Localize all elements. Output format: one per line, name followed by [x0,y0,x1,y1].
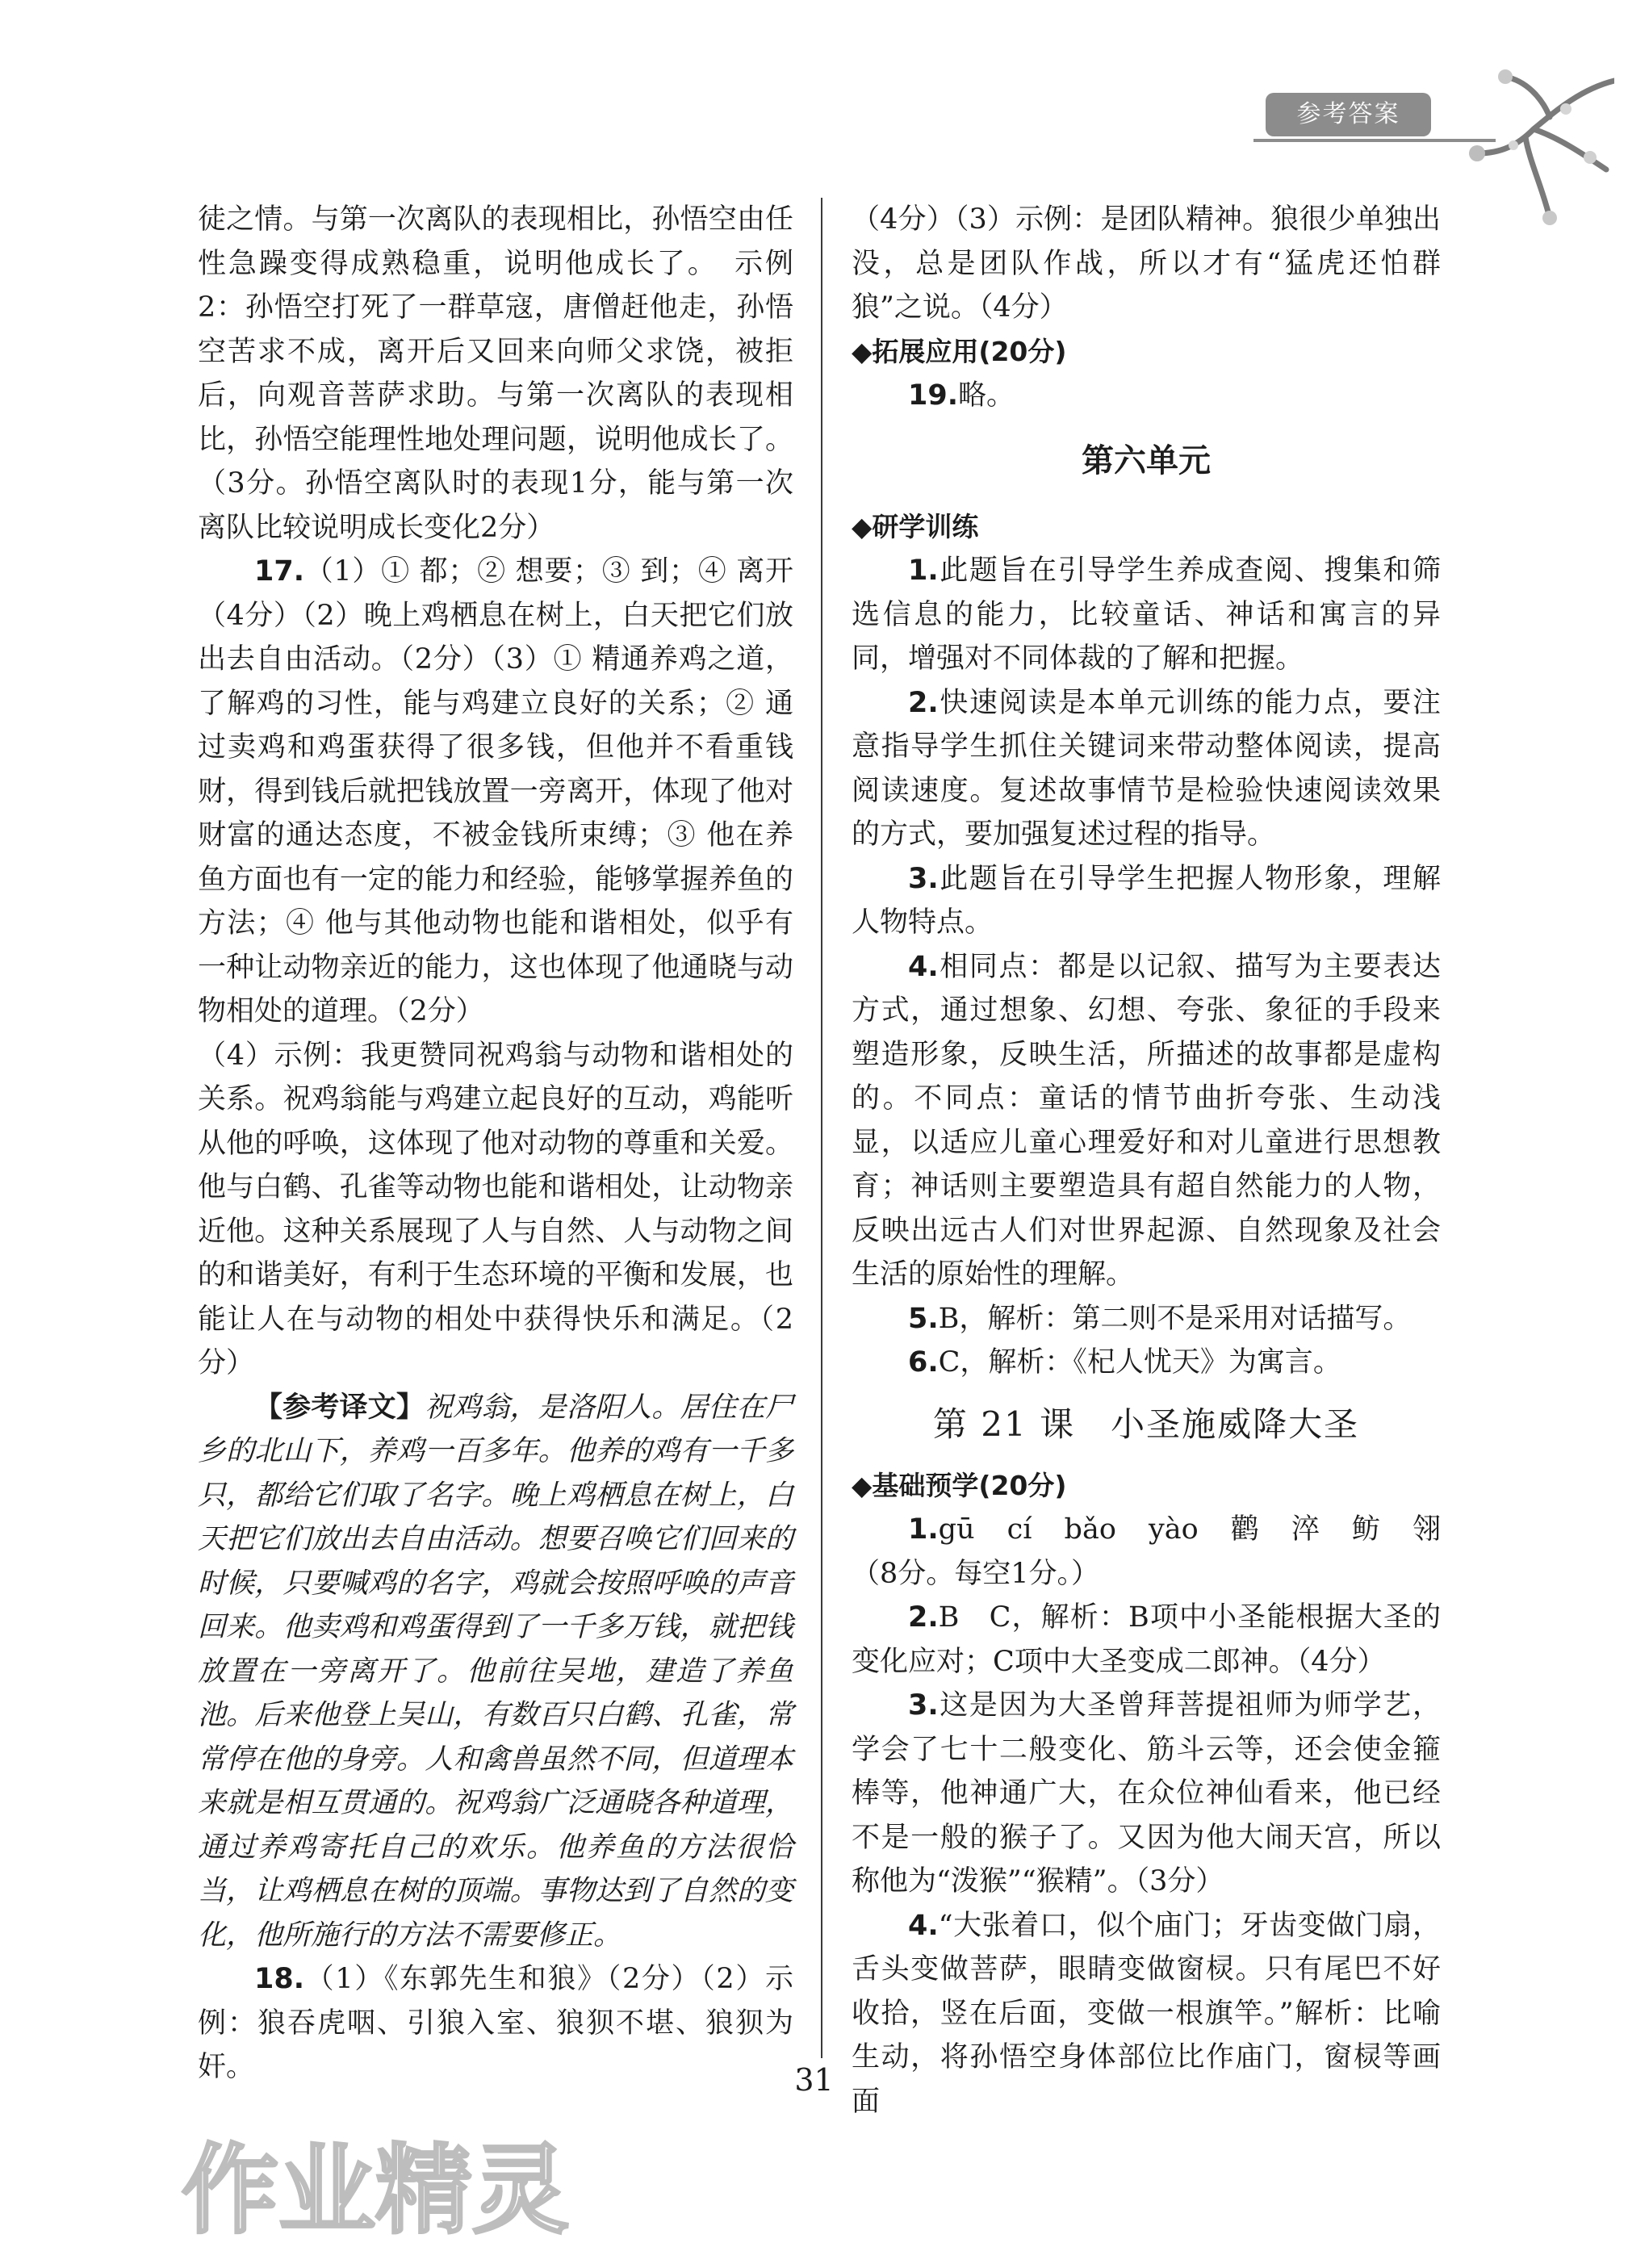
item-number: 3. [908,862,939,895]
research-item [852,857,1441,945]
item-text: 快速阅读是本单元训练的能力点，要注意指导学生抓住关键词来带动整体阅读，提高阅读速度。复述故事情节是检验快速阅读效果的方式，要加强复述过程的指导。 [852,686,1441,851]
item-text: B C，解析：B项中小圣能根据大圣的变化应对；C项中大圣变成二郎神。（4分） [852,1601,1441,1678]
reference-translation [198,1386,793,1958]
research-item [852,945,1441,1297]
answer-paragraph: （4分）（3）示例：是团队精神。狼很少单独出没，总是团队作战，所以才有“猛虎还怕群狼”之说。（4分） [852,203,1441,324]
answer-paragraph: （4）示例：我更赞同祝鸡翁与动物和谐相处的关系。祝鸡翁能与鸡建立起良好的互动，鸡能听从他的呼唤，这体现了他对动物的尊重和关爱。他与白鹤、孔雀等动物也能和谐相处，让动物亲近他。这种关系展现了人与自然、人与动物之间的和谐美好，有利于生态环境的平衡和发展，也能让人在与动物的相处中获得快乐和满足。（2分） [198,1039,793,1379]
item-number: 3. [908,1689,939,1722]
research-item [852,681,1441,857]
question-number: 17. [254,555,305,588]
research-item [852,1341,1441,1385]
item-text: B，解析：第二则不是采用对话描写。 [938,1302,1412,1335]
unit-title: 第六单元 [1082,441,1211,479]
item-number: 1. [908,554,939,587]
item-text: “大张着口，似个庙门；牙齿变做门扇，舌头变做菩萨，眼睛变做窗棂。只有尾巴不好收拾，竖在后面，变做一根旗竿。”解析：比喻生动，将孙悟空身体部位比作庙门，窗棂等画面 [852,1909,1441,2118]
item-number: 4. [908,950,939,983]
item-number: 1. [908,1513,939,1546]
page-number: 31 [794,2062,834,2098]
answer-text: （1）① 都；② 想要；③ 到；④ 离开（4分）（2）晚上鸡栖息在树上，白天把它们放出去自由活动。（2分）（3）① 精通养鸡之道，了解鸡的习性，能与鸡建立良好的关系；② 通过卖鸡和鸡蛋获得了很多钱，但他并不看重钱财，得到钱后就把钱放置一旁离开，体现了他对财富的通达态度，不被金钱所束缚；③ 他在养鱼方面也有一定的能力和经验，能够掌握养鱼的方法；④ 他与其他动物也能和谐相处，似乎有一种让动物亲近的能力，这也体现了他通晓与动物相处的道理。（2分） [198,555,793,1027]
item-number: 2. [908,1601,939,1634]
answer-text: 略。 [958,379,1015,412]
translation-text: 祝鸡翁，是洛阳人。居住在尸乡的北山下，养鸡一百多年。他养的鸡有一千多只，都给它们取了名字。晚上鸡栖息在树上，白天把它们放出去自由活动。想要召唤它们回来的时候，只要喊鸡的名字，鸡就会按照呼唤的声音回来。他卖鸡和鸡蛋得到了一千多万钱，就把钱放置在一旁离开了。他前往吴地，建造了养鱼池。后来他登上吴山，有数百只白鹤、孔雀，常常停在他的身旁。人和禽兽虽然不同，但道理本来就是相互贯通的。祝鸡翁广泛通晓各种道理，通过养鸡寄托自己的欢乐。他养鱼的方法很恰当，让鸡栖息在树的顶端。事物达到了自然的变化，他所施行的方法不需要修正。 [198,1391,793,1952]
question-number: 19. [908,379,959,412]
section-heading-research: ◆研学训练 [852,510,979,542]
answer-text: （1）《东郭先生和狼》（2分）（2）示例：狼吞虎咽、引狼入室、狼狈不堪、狼狈为奸。 [198,1963,793,2083]
item-number: 4. [908,1909,939,1942]
left-column [198,198,793,2090]
basic-item [852,1596,1441,1684]
section-heading-basic: ◆基础预学(20分) [852,1469,1067,1501]
answer-key-tab: 参考答案 [1266,93,1431,136]
lesson-title: 第 21 课 小圣施威降大圣 [932,1404,1360,1444]
item-text: C，解析：《杞人忧天》为寓言。 [938,1346,1341,1379]
item-number: 2. [908,686,939,719]
section-heading-expand: ◆拓展应用(20分) [852,335,1067,367]
answer-17 [198,550,793,1034]
item-text: 这是因为大圣曾拜菩提祖师为师学艺，学会了七十二般变化、筋斗云等，还会使金箍棒等，他神通广大，在众位神仙看来，他已经不是一般的猴子了。又因为他大闹天宫，所以称他为“泼猴”“猴精”。（3分） [852,1689,1441,1898]
right-column [852,198,1441,2124]
item-text: 此题旨在引导学生养成查阅、搜集和筛选信息的能力，比较童话、神话和寓言的异同，增强对不同体裁的了解和把握。 [852,554,1441,675]
answer-paragraph: 徒之情。与第一次离队的表现相比，孙悟空由任性急躁变得成熟稳重，说明他成长了。 示例2：孙悟空打死了一群草寇，唐僧赶他走，孙悟空苦求不成，离开后又回来向师父求饶，被拒后，向观音菩萨求助。与第一次离队的表现相比，孙悟空能理性地处理问题，说明他成长了。（3分。孙悟空离队时的表现1分，能与第一次离队比较说明成长变化2分） [198,203,793,544]
basic-item [852,1684,1441,1904]
header-rule [1253,139,1496,142]
answer-19 [852,374,1441,418]
item-text: 此题旨在引导学生把握人物形象，理解人物特点。 [852,862,1441,939]
item-number: 5. [908,1302,939,1335]
item-text: gū cí bǎo yào 鹳 淬 鲂 翎（8分。每空1分。） [852,1513,1441,1590]
column-divider [821,198,822,2058]
item-number: 6. [908,1346,939,1379]
translation-label: 【参考译文】 [254,1391,425,1424]
watermark-text: 作业精灵 [182,2135,569,2247]
item-text: 相同点：都是以记叙、描写为主要表达方式，通过想象、幻想、夸张、象征的手段来塑造形象，反映生活，所描述的故事都是虚构的。不同点：童话的情节曲折夸张、生动浅显，以适应儿童心理爱好和对儿童进行思想教育；神话则主要塑造具有超自然能力的人物，反映出远古人们对世界起源、自然现象及社会生活的原始性的理解。 [852,950,1441,1291]
research-item [852,549,1441,681]
basic-item [852,1508,1441,1596]
question-number: 18. [254,1963,305,1995]
plum-branch-decoration [1429,32,1614,258]
research-item [852,1297,1441,1341]
watermark-logo [174,2131,658,2252]
